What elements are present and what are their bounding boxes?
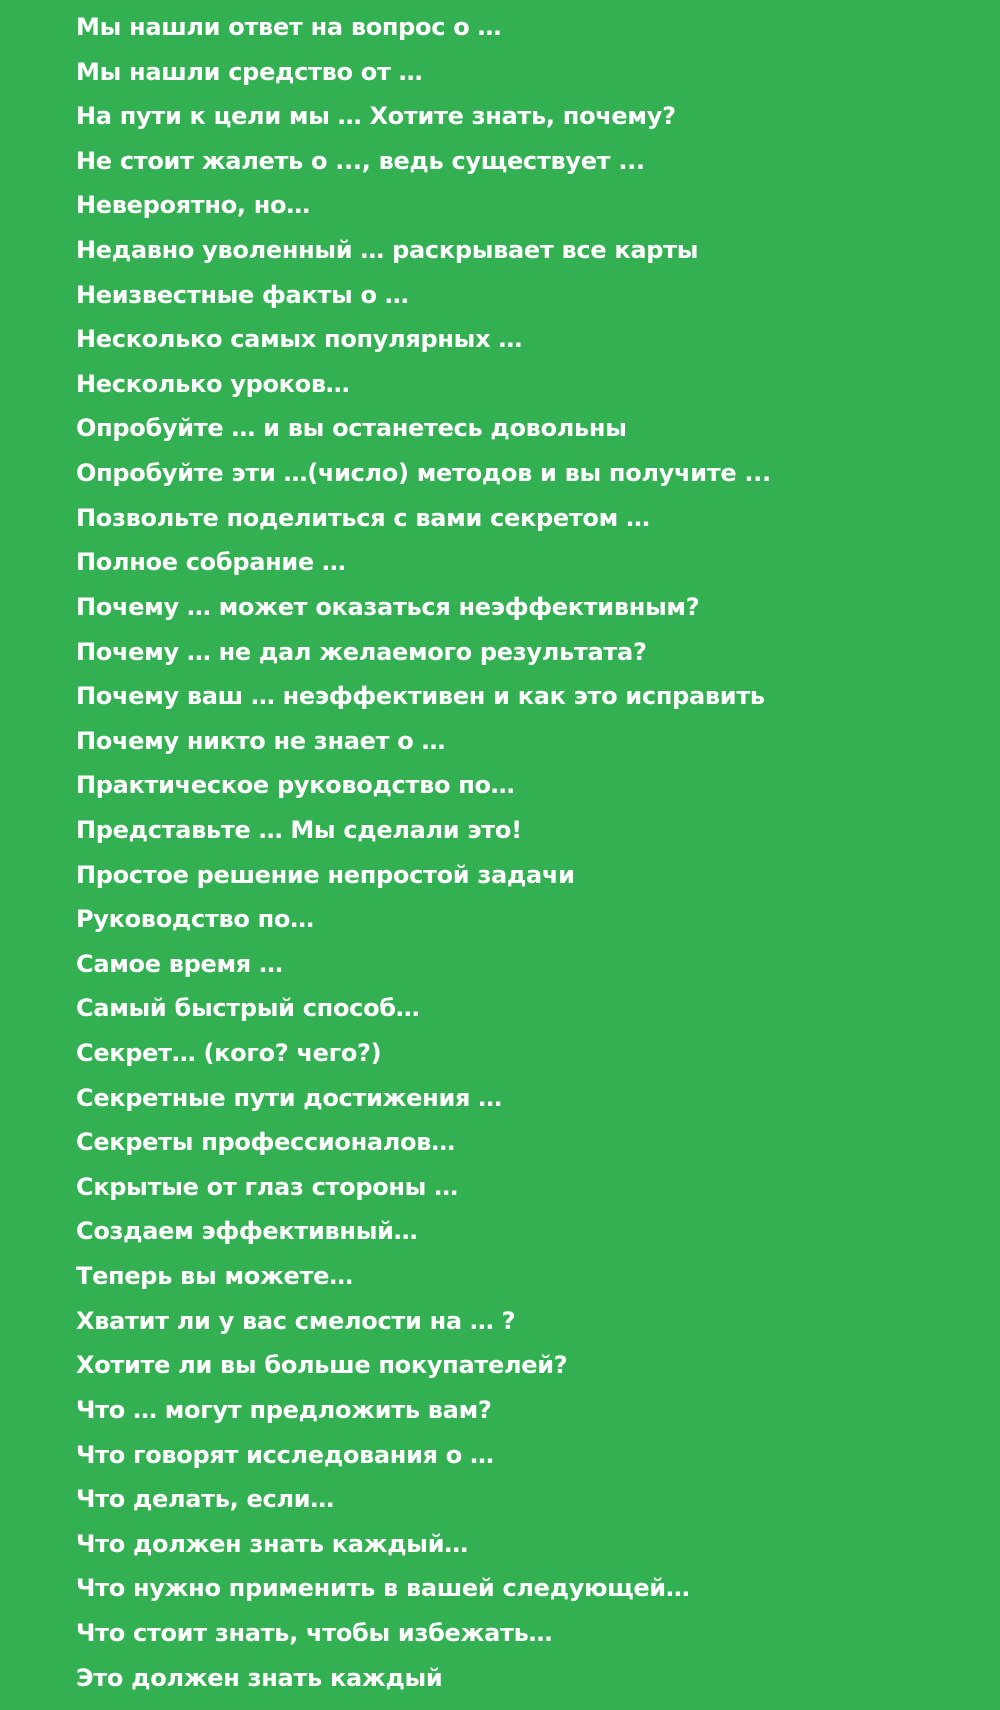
phrase-item: Почему … не дал желаемого результата? — [76, 637, 647, 666]
phrase-item: Самое время … — [76, 949, 283, 978]
phrase-item: Практическое руководство по… — [76, 771, 515, 800]
phrase-item: Хватит ли у вас смелости на … ? — [76, 1306, 516, 1335]
phrase-item: Что стоит знать, чтобы избежать… — [76, 1618, 553, 1647]
phrase-item: Секретные пути достижения … — [76, 1083, 502, 1112]
phrase-item: Секреты профессионалов… — [76, 1128, 455, 1157]
phrase-item: Опробуйте эти …(число) методов и вы получите ... — [76, 459, 771, 488]
phrase-item: Почему ваш … неэффективен и как это исправить — [76, 682, 765, 711]
phrase-item: Простое решение непростой задачи — [76, 860, 575, 889]
phrase-item: Почему никто не знает о … — [76, 726, 446, 755]
phrase-item: Секрет… (кого? чего?) — [76, 1039, 382, 1068]
phrase-item: Невероятно, но… — [76, 191, 310, 220]
phrase-item: Теперь вы можете… — [76, 1262, 353, 1291]
phrase-item: Мы нашли ответ на вопрос о … — [76, 13, 502, 41]
phrase-item: Хотите ли вы больше покупателей? — [76, 1351, 568, 1380]
phrase-list — [76, 5, 976, 1700]
phrase-item: Создаем эффективный… — [76, 1217, 418, 1246]
phrase-item: Опробуйте … и вы останетесь довольны — [76, 414, 627, 443]
phrase-item: Полное собрание … — [76, 548, 346, 577]
phrase-item: Представьте … Мы сделали это! — [76, 815, 522, 844]
phrase-item: Мы нашли средство от … — [76, 57, 423, 86]
phrase-item: Руководство по… — [76, 905, 314, 934]
phrase-item: Что должен знать каждый… — [76, 1529, 468, 1558]
phrase-item: Несколько уроков… — [76, 369, 350, 398]
phrase-item: На пути к цели мы … Хотите знать, почему? — [76, 102, 676, 131]
phrase-item: Почему … может оказаться неэффективным? — [76, 592, 700, 621]
phrase-item: Что … могут предложить вам? — [76, 1395, 492, 1424]
phrase-item: Это должен знать каждый — [76, 1663, 443, 1692]
phrase-item: Позвольте поделиться с вами секретом … — [76, 503, 650, 532]
phrase-item: Несколько самых популярных … — [76, 325, 523, 354]
phrase-item: Неизвестные факты о … — [76, 280, 409, 309]
phrase-item: Недавно уволенный … раскрывает все карты — [76, 236, 699, 265]
phrase-item: Не стоит жалеть о ..., ведь существует ... — [76, 146, 645, 175]
phrase-item: Что делать, если… — [76, 1485, 334, 1514]
phrase-item: Самый быстрый способ… — [76, 994, 420, 1023]
phrase-item: Скрытые от глаз стороны … — [76, 1172, 458, 1201]
phrase-item: Что говорят исследования о … — [76, 1440, 494, 1469]
phrase-item: Что нужно применить в вашей следующей… — [76, 1574, 690, 1603]
